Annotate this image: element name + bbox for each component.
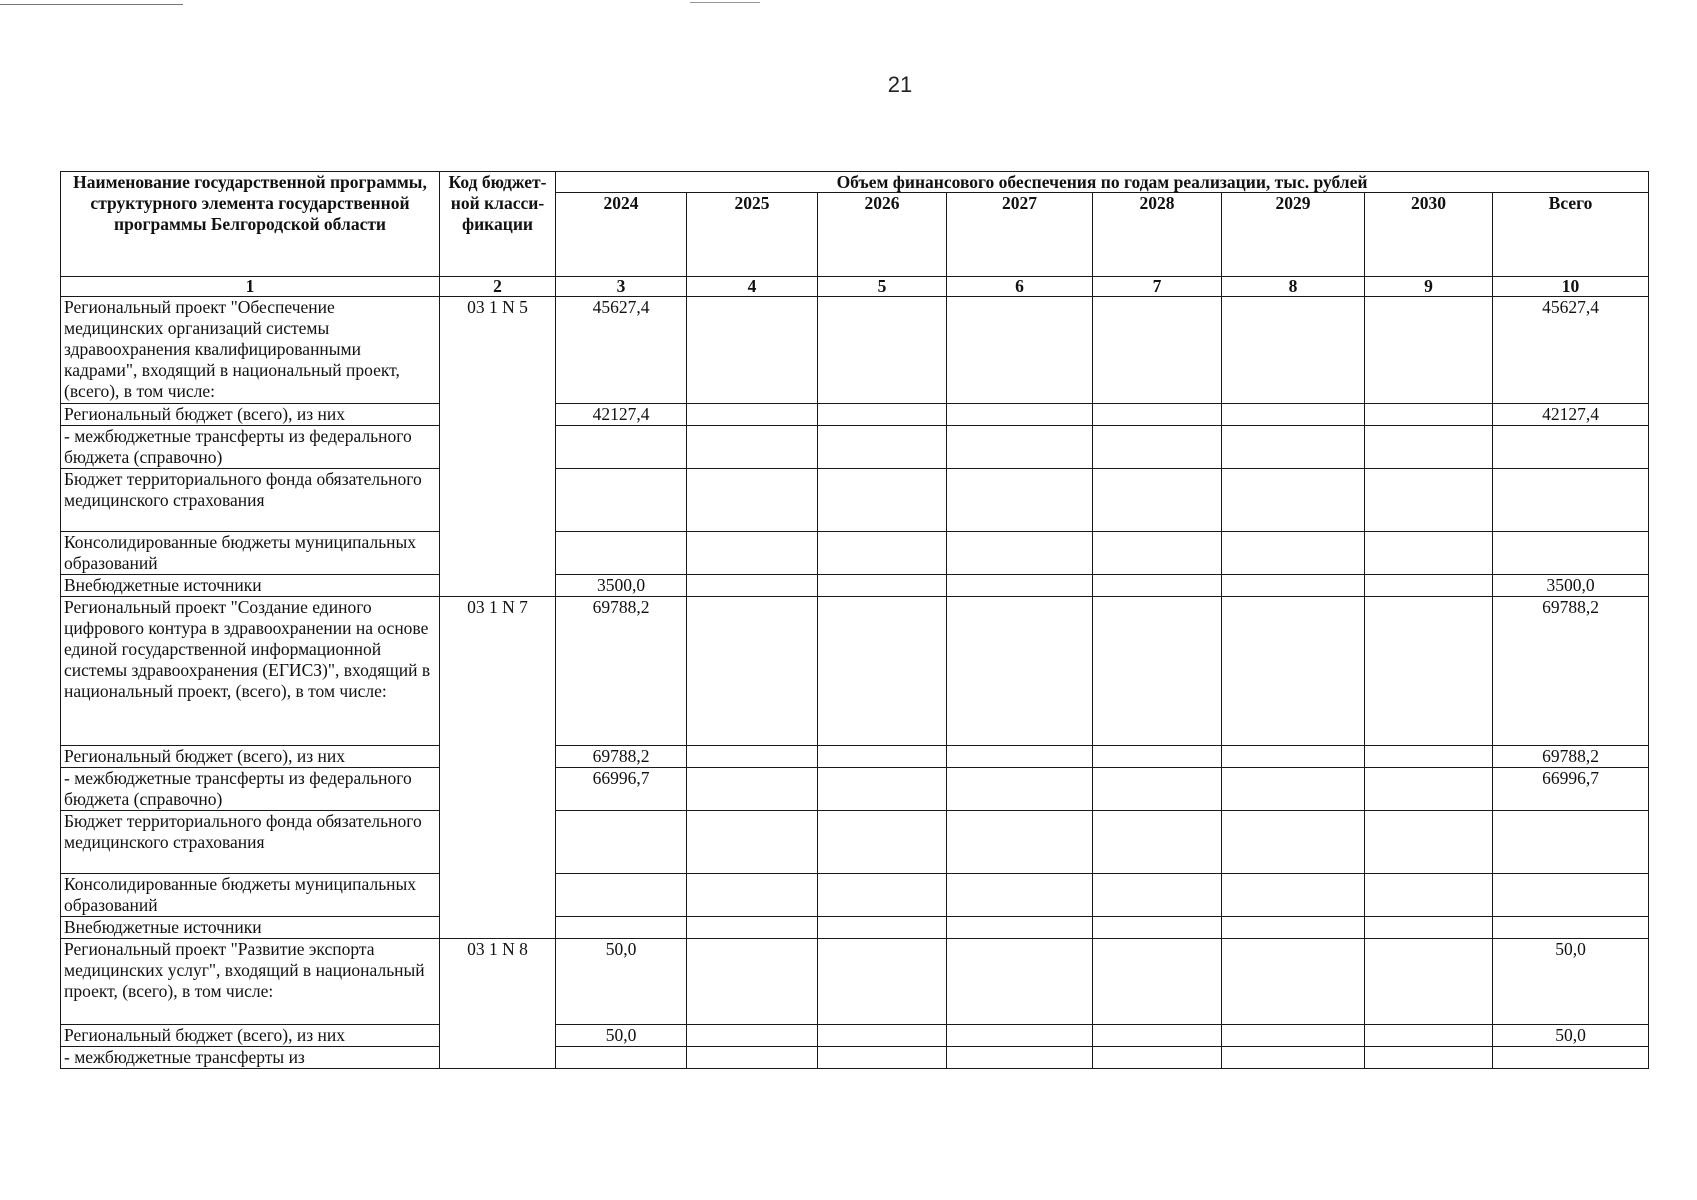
header-program-name: Наименование государственной программы, структурного элемента государственной программы Белгородской области [61,172,440,277]
column-number-row [61,277,1649,297]
col-number-9: 9 [1365,277,1493,297]
table-row [61,297,1649,404]
value-total: 50,0 [1493,1025,1649,1047]
table-row [61,746,1649,768]
value-2024 [556,1047,687,1069]
value-total [1493,811,1649,874]
value-2024: 69788,2 [556,597,687,746]
col-number-6: 6 [947,277,1093,297]
col-number-3: 3 [556,277,687,297]
row-name: Региональный бюджет (всего), из них [61,746,440,768]
value-total: 69788,2 [1493,746,1649,768]
header-year-2027: 2027 [947,193,1093,277]
value-2024: 50,0 [556,939,687,1025]
table-row [61,1025,1649,1047]
row-name: Внебюджетные источники [61,917,440,939]
header-year-2029: 2029 [1222,193,1365,277]
budget-code: 03 1 N 8 [440,939,556,1069]
table-row [61,768,1649,811]
row-name: Бюджет территориального фонда обязательного медицинского страхования [61,811,440,874]
table-row [61,1047,1649,1069]
row-name: - межбюджетные трансферты из федерального бюджета (справочно) [61,426,440,469]
col-number-7: 7 [1093,277,1222,297]
value-2024 [556,469,687,532]
budget-code: 03 1 N 7 [440,597,556,939]
row-name: Внебюджетные источники [61,575,440,597]
header-budget-code: Код бюджет-ной класси-фикации [440,172,556,277]
header-total: Всего [1493,193,1649,277]
value-total: 3500,0 [1493,575,1649,597]
row-name: Бюджет территориального фонда обязательного медицинского страхования [61,469,440,532]
table-row [61,917,1649,939]
col-number-2: 2 [440,277,556,297]
header-year-2028: 2028 [1093,193,1222,277]
value-total: 69788,2 [1493,597,1649,746]
row-name: Региональный проект "Создание единого цифрового контура в здравоохранении на основе единой государственной информационной системы здравоохранения (ЕГИСЗ)", входящий в национальный проект, (всего), в том числе: [61,597,440,746]
col-number-1: 1 [61,277,440,297]
value-2024 [556,532,687,575]
value-2024 [556,917,687,939]
value-2024: 45627,4 [556,297,687,404]
top-rule-middle [690,2,760,3]
header-year-2024: 2024 [556,193,687,277]
table-row [61,874,1649,917]
table-row [61,469,1649,532]
row-name: Консолидированные бюджеты муниципальных образований [61,532,440,575]
value-total [1493,874,1649,917]
row-name: - межбюджетные трансферты из федерального бюджета (справочно) [61,768,440,811]
header-year-2030: 2030 [1365,193,1493,277]
value-2024: 3500,0 [556,575,687,597]
row-name: Региональный проект "Обеспечение медицинских организаций системы здравоохранения квалифицированными кадрами", входящий в национальный проект, (всего), в том числе: [61,297,440,404]
row-name: Региональный бюджет (всего), из них [61,404,440,426]
budget-code: 03 1 N 5 [440,297,556,597]
header-financing-volume: Объем финансового обеспечения по годам реализации, тыс. рублей [556,172,1649,193]
value-2024: 42127,4 [556,404,687,426]
col-number-8: 8 [1222,277,1365,297]
value-2024 [556,874,687,917]
table-row [61,426,1649,469]
value-total [1493,469,1649,532]
table-row [61,532,1649,575]
value-total: 42127,4 [1493,404,1649,426]
table-row [61,575,1649,597]
value-total [1493,1047,1649,1069]
value-2024: 66996,7 [556,768,687,811]
value-total [1493,532,1649,575]
header-year-2026: 2026 [818,193,947,277]
row-name: Консолидированные бюджеты муниципальных образований [61,874,440,917]
value-total [1493,917,1649,939]
page-number: 21 [887,72,913,97]
col-number-4: 4 [687,277,818,297]
table-row [61,939,1649,1025]
financing-table [60,171,1649,1069]
value-2024: 50,0 [556,1025,687,1047]
top-rule-left [0,4,183,5]
table-row [61,597,1649,746]
row-name: - межбюджетные трансферты из [61,1047,440,1069]
value-total: 45627,4 [1493,297,1649,404]
value-2024 [556,426,687,469]
row-name: Региональный бюджет (всего), из них [61,1025,440,1047]
header-year-2025: 2025 [687,193,818,277]
col-number-5: 5 [818,277,947,297]
table-row [61,404,1649,426]
value-total [1493,426,1649,469]
value-total: 66996,7 [1493,768,1649,811]
row-name: Региональный проект "Развитие экспорта медицинских услуг", входящий в национальный проект, (всего), в том числе: [61,939,440,1025]
header-row-1 [61,172,1649,193]
value-2024 [556,811,687,874]
table-row [61,811,1649,874]
col-number-10: 10 [1493,277,1649,297]
value-total: 50,0 [1493,939,1649,1025]
value-2024: 69788,2 [556,746,687,768]
